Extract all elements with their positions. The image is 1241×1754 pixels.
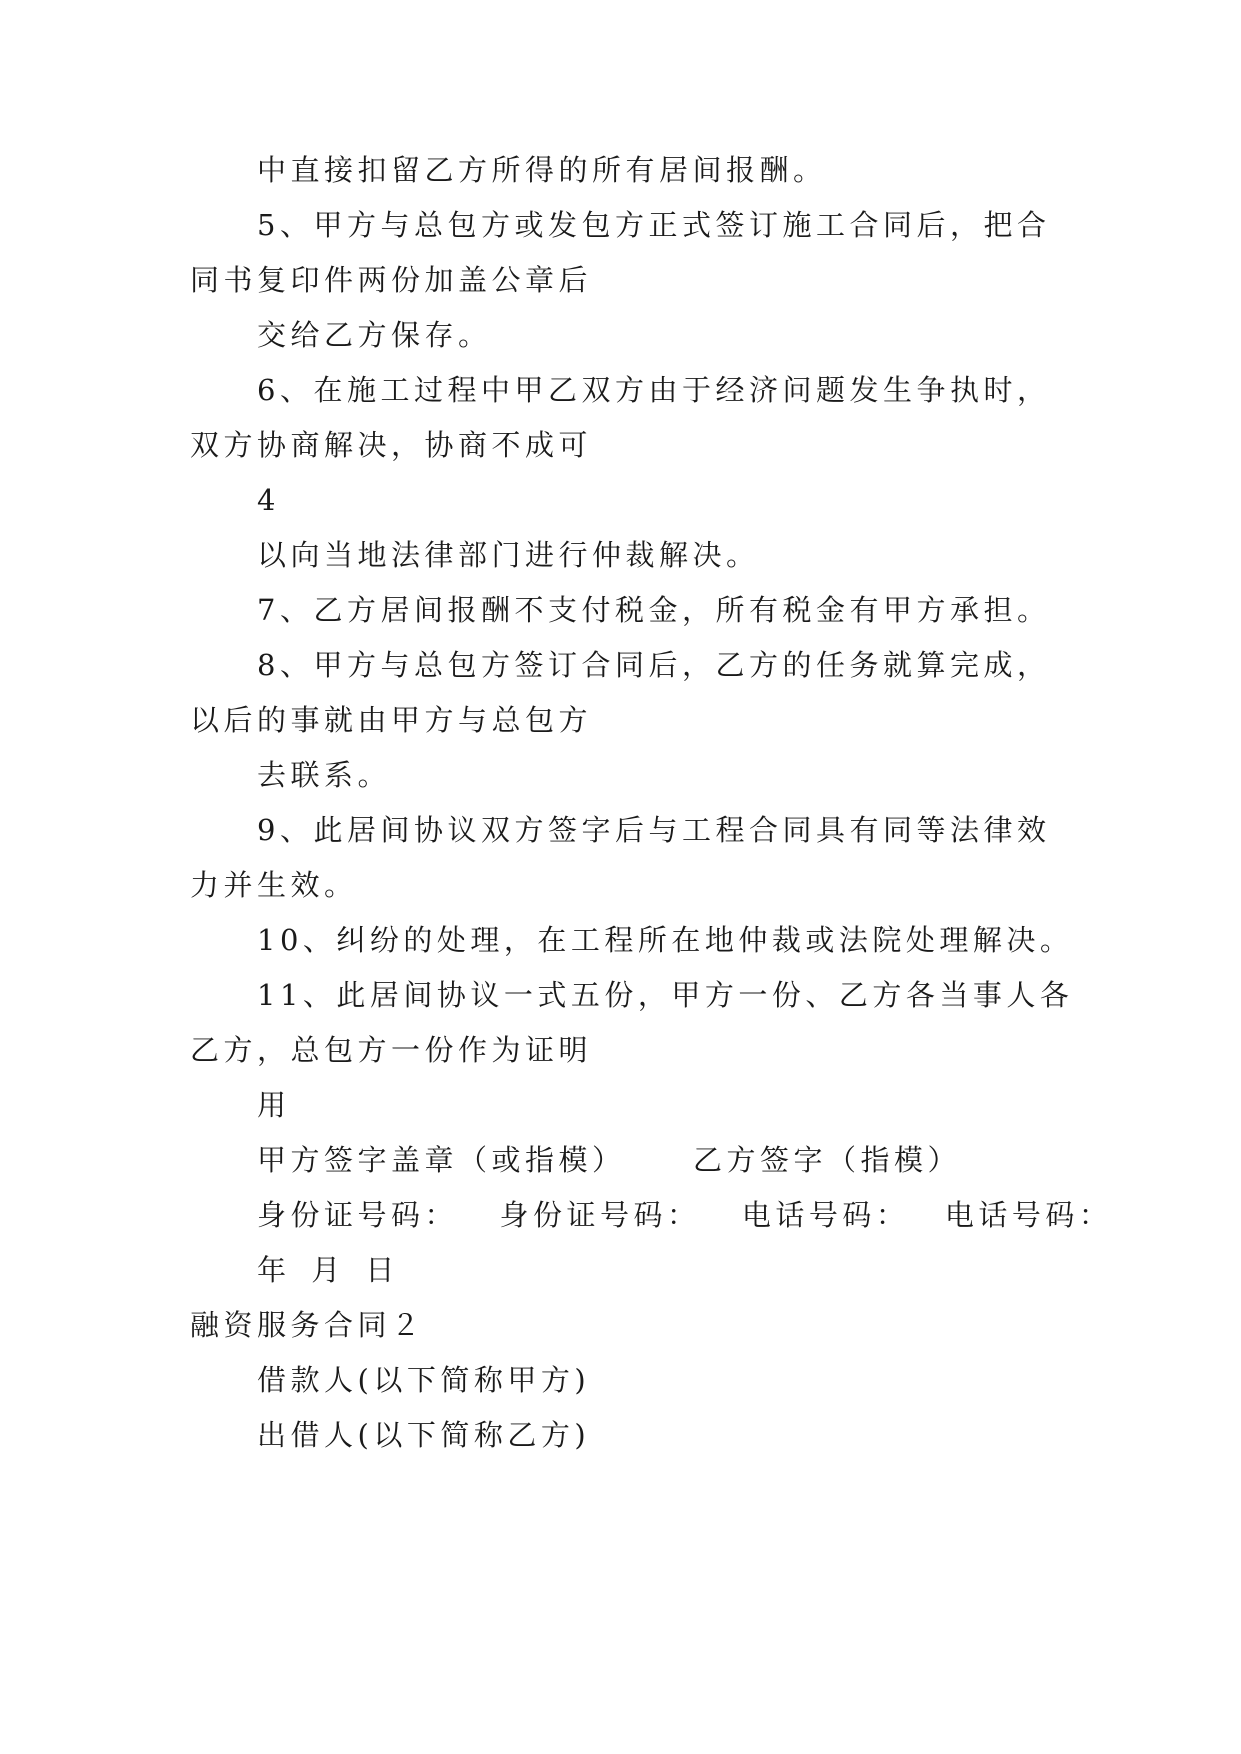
id-phone-line <box>257 1195 1112 1235</box>
party-b-signature-label: 乙方签字（指模） <box>692 1143 961 1177</box>
party-a-phone-label: 电话号码： <box>741 1198 910 1232</box>
clause-10: 10、纠纷的处理，在工程所在地仲裁或法院处理解决。 <box>257 923 1074 957</box>
paragraph-line: 以向当地法律部门进行仲裁解决。 <box>257 538 760 572</box>
lender-line: 出借人(以下简称乙方) <box>257 1418 591 1452</box>
clause-11: 11、此居间协议一式五份，甲方一份、乙方各当事人各 <box>257 978 1074 1012</box>
paragraph-line: 同书复印件两份加盖公章后 <box>190 263 593 297</box>
clause-5: 5、甲方与总包方或发包方正式签订施工合同后，把合 <box>257 208 1051 242</box>
paragraph-line: 乙方，总包方一份作为证明 <box>190 1033 593 1067</box>
date-line: 年 月 日 <box>257 1253 403 1287</box>
section-title: 融资服务合同２ <box>190 1308 425 1342</box>
party-b-id-label: 身份证号码： <box>499 1198 701 1232</box>
clause-9: 9、此居间协议双方签字后与工程合同具有同等法律效 <box>257 813 1051 847</box>
page-number: 4 <box>257 483 280 517</box>
clause-7: 7、乙方居间报酬不支付税金，所有税金有甲方承担。 <box>257 593 1051 627</box>
clause-8: 8、甲方与总包方签订合同后，乙方的任务就算完成， <box>257 648 1051 682</box>
paragraph-line: 双方协商解决，协商不成可 <box>190 428 593 462</box>
signature-line <box>257 1140 961 1180</box>
paragraph-line: 用 <box>257 1088 291 1122</box>
party-b-phone-label: 电话号码： <box>944 1198 1113 1232</box>
paragraph-line: 交给乙方保存。 <box>257 318 492 352</box>
paragraph-line: 力并生效。 <box>190 868 358 902</box>
party-a-signature-label: 甲方签字盖章（或指模） <box>257 1143 626 1177</box>
paragraph-line: 去联系。 <box>257 758 392 792</box>
party-a-id-label: 身份证号码： <box>257 1198 459 1232</box>
paragraph-line: 中直接扣留乙方所得的所有居间报酬。 <box>257 153 827 187</box>
paragraph-line: 以后的事就由甲方与总包方 <box>190 703 593 737</box>
borrower-line: 借款人(以下简称甲方) <box>257 1363 591 1397</box>
clause-6: 6、在施工过程中甲乙双方由于经济问题发生争执时， <box>257 373 1051 407</box>
